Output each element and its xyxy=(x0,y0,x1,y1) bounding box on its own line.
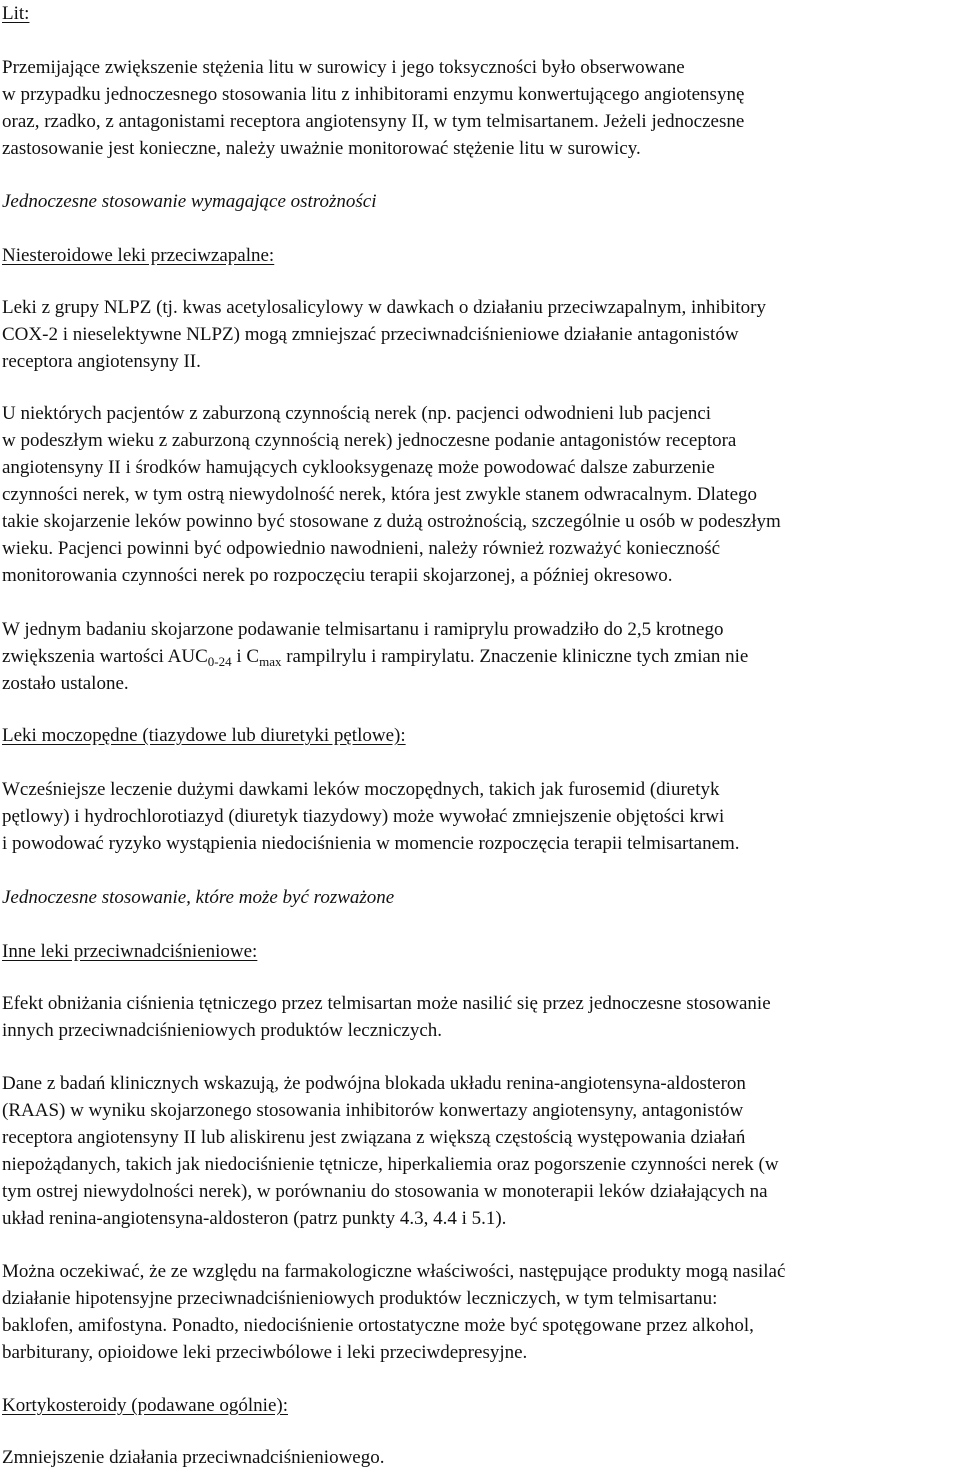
text-line: Można oczekiwać, że ze względu na farmakologiczne właściwości, następujące produkty mogą nasilać xyxy=(2,1261,786,1282)
heading-caution: Jednoczesne stosowanie wymagające ostrożności xyxy=(2,191,377,212)
text-line: oraz, rzadko, z antagonistami receptora angiotensyny II, w tym telmisartanem. Jeżeli jednoczesne xyxy=(2,111,745,132)
text-line: Wcześniejsze leczenie dużymi dawkami leków moczopędnych, takich jak furosemid (diuretyk xyxy=(2,779,720,800)
heading-nsaid: Niesteroidowe leki przeciwzapalne: xyxy=(2,245,275,266)
text-line: pętlowy) i hydrochlorotiazyd (diuretyk tiazydowy) może wywołać zmniejszenie objętości krwi xyxy=(2,806,725,827)
text-line: układ renina-angiotensyna-aldosteron (patrz punkty 4.3, 4.4 i 5.1). xyxy=(2,1208,507,1229)
paragraph-expectation xyxy=(2,1258,785,1366)
text-line: innych przeciwnadciśnieniowych produktów leczniczych. xyxy=(2,1020,443,1041)
subscript-auc: 0-24 xyxy=(207,654,232,669)
text-line: takie skojarzenie leków powinno być stosowane z dużą ostrożnością, szczególnie u osób w podeszłym xyxy=(2,511,781,532)
text-line: W jednym badaniu skojarzone podawanie telmisartanu i ramiprylu prowadziło do 2,5 krotnego xyxy=(2,619,724,640)
text-line: baklofen, amifostyna. Ponadto, niedociśnienie ortostatyczne może być spotęgowane przez alkohol, xyxy=(2,1315,754,1336)
text-line: działanie hipotensyjne przeciwnadciśnieniowych produktów leczniczych, w tym telmisartanu: xyxy=(2,1288,718,1309)
paragraph-diuretics xyxy=(2,776,740,857)
paragraph-nsaid xyxy=(2,294,766,375)
text-line: niepożądanych, takich jak niedociśnienie tętnicze, hiperkaliemia oraz pogorszenie czynności nerek (w xyxy=(2,1154,779,1175)
text-line: Dane z badań klinicznych wskazują, że podwójna blokada układu renina-angiotensyna-aldosteron xyxy=(2,1073,746,1094)
text-line: tym ostrej niewydolności nerek), w porównaniu do stosowania w monoterapii leków działających na xyxy=(2,1181,768,1202)
text-line: Leki z grupy NLPZ (tj. kwas acetylosalicylowy w dawkach o działaniu przeciwzapalnym, inhibitory xyxy=(2,297,766,318)
text-line: wieku. Pacjenci powinni być odpowiednio nawodnieni, należy również rozważyć konieczność xyxy=(2,538,721,559)
paragraph-raas xyxy=(2,1070,779,1232)
text-line-auc xyxy=(2,643,748,670)
text-fragment: i C xyxy=(231,646,260,667)
paragraph-lithium xyxy=(2,54,744,162)
text-line: monitorowania czynności nerek po rozpoczęciu terapii skojarzonej, a później okresowo. xyxy=(2,565,673,586)
paragraph-kidney xyxy=(2,400,781,589)
text-line: angiotensyny II i środków hamujących cyklooksygenazę może powodować dalsze zaburzenie xyxy=(2,457,715,478)
text-line: w przypadku jednoczesnego stosowania litu z inhibitorami enzymu konwertującego angiotensynę xyxy=(2,84,745,105)
heading-diuretics: Leki moczopędne (tiazydowe lub diuretyki pętlowe): xyxy=(2,725,406,746)
text-line: zostało ustalone. xyxy=(2,673,129,694)
text-line: Efekt obniżania ciśnienia tętniczego przez telmisartan może nasilić się przez jednoczesne stosowanie xyxy=(2,993,771,1014)
text-line: (RAAS) w wyniku skojarzonego stosowania inhibitorów konwertazy angiotensyny, antagonistów xyxy=(2,1100,744,1121)
text-line: COX-2 i nieselektywne NLPZ) mogą zmniejszać przeciwnadciśnieniowe działanie antagonistów xyxy=(2,324,739,345)
paragraph-antihypertensives xyxy=(2,990,771,1044)
text-line: barbiturany, opioidowe leki przeciwbólowe i leki przeciwdepresyjne. xyxy=(2,1342,528,1363)
heading-corticosteroids: Kortykosteroidy (podawane ogólnie): xyxy=(2,1395,288,1416)
heading-consider: Jednoczesne stosowanie, które może być rozważone xyxy=(2,887,395,908)
text-line: w podeszłym wieku z zaburzoną czynnością nerek) jednoczesne podanie antagonistów receptora xyxy=(2,430,737,451)
paragraph-ramipril xyxy=(2,616,748,697)
text-line: receptora angiotensyny II. xyxy=(2,351,201,372)
subscript-cmax: max xyxy=(259,654,282,669)
text-line: czynności nerek, w tym ostrą niewydolność nerek, która jest zwykle stanem odwracalnym. Dlatego xyxy=(2,484,758,505)
heading-lit: Lit: xyxy=(2,3,30,24)
paragraph-corticosteroids: Zmniejszenie działania przeciwnadciśnieniowego. xyxy=(2,1447,385,1468)
text-line: receptora angiotensyny II lub aliskirenu jest związana z większą częstością występowania działań xyxy=(2,1127,746,1148)
text-line: i powodować ryzyko wystąpienia niedociśnienia w momencie rozpoczęcia terapii telmisartanem. xyxy=(2,833,740,854)
text-fragment: zwiększenia wartości AUC xyxy=(2,646,208,667)
heading-antihypertensives: Inne leki przeciwnadciśnieniowe: xyxy=(2,941,258,962)
text-line: U niektórych pacjentów z zaburzoną czynnością nerek (np. pacjenci odwodnieni lub pacjenci xyxy=(2,403,712,424)
text-fragment: rampilrylu i rampirylatu. Znaczenie kliniczne tych zmian nie xyxy=(281,646,749,667)
text-line: zastosowanie jest konieczne, należy uważnie monitorować stężenie litu w surowicy. xyxy=(2,138,641,159)
text-line: Przemijające zwiększenie stężenia litu w surowicy i jego toksyczności było obserwowane xyxy=(2,57,685,78)
